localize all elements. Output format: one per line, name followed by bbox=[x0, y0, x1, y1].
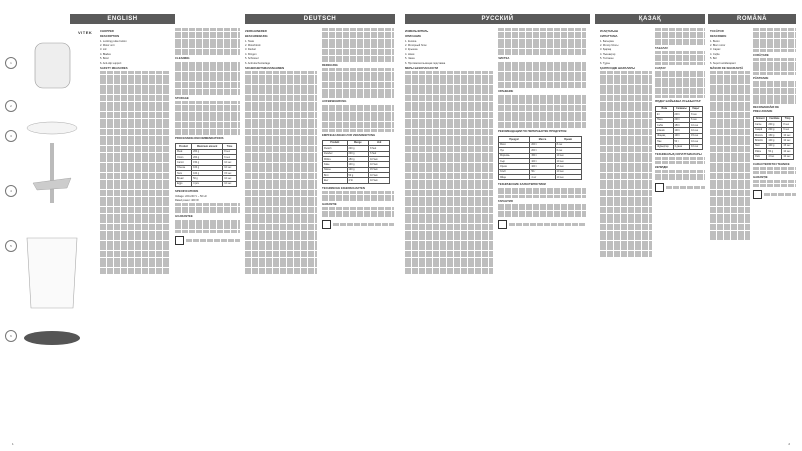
header-english: ENGLISH bbox=[70, 14, 175, 24]
column-english-2 bbox=[175, 28, 240, 428]
kazakh-item: 3. Қақпақ bbox=[600, 48, 611, 52]
figure-label-6: 6 bbox=[5, 330, 17, 342]
column-russian bbox=[405, 28, 493, 428]
english-table-title: PROCESSING RECOMMENDATIONS bbox=[175, 135, 224, 140]
english-spec-voltage: Voltage: 220-240 V ~ 50 Hz bbox=[175, 194, 207, 198]
romana-cleaning: CURĂȚARE bbox=[753, 52, 769, 57]
english-cleaning: CLEANING bbox=[175, 56, 190, 61]
disposal-icon bbox=[175, 236, 184, 245]
english-title: CHOPPER bbox=[100, 29, 114, 33]
brand-logo: VITEK bbox=[78, 30, 93, 35]
column-romana bbox=[710, 28, 750, 428]
russian-item: 2. Моторный блок bbox=[405, 43, 427, 47]
header-deutsch: DEUTSCH bbox=[245, 14, 395, 24]
english-item: 3. Lid bbox=[100, 48, 107, 52]
english-item: 5. Bowl bbox=[100, 57, 109, 61]
russian-table-title: РЕКОМЕНДАЦИИ ПО ПЕРЕРАБОТКЕ ПРОДУКТОВ bbox=[498, 129, 567, 134]
kazakh-item: 5. Тостаған bbox=[600, 57, 614, 61]
figure-label-3: 3 bbox=[5, 130, 17, 142]
english-description: DESCRIPTION bbox=[100, 34, 120, 39]
russian-item: 4. Ножи bbox=[405, 52, 415, 56]
page-number-left: 1 bbox=[12, 442, 14, 446]
russian-description: ОПИСАНИЕ bbox=[405, 34, 422, 39]
column-english bbox=[100, 28, 170, 428]
russian-item: 6. Противоскользящая подставка bbox=[405, 61, 446, 65]
kazakh-table-title: ӨҢДЕУ БОЙЫНША ҰСЫНЫСТАР bbox=[655, 98, 701, 103]
deutsch-item: 3. Deckel bbox=[245, 48, 256, 52]
english-item: 4. Blades bbox=[100, 52, 111, 56]
russian-cleaning: ЧИСТКА bbox=[498, 56, 510, 61]
romana-item: 4. Cuțite bbox=[710, 52, 720, 56]
column-russian-2 bbox=[498, 28, 586, 428]
deutsch-guarantee: GARANTIE bbox=[322, 202, 337, 207]
column-kazakh-2 bbox=[655, 28, 705, 428]
romana-table-title: RECOMANDĂRI DE PRELUCRARE bbox=[753, 105, 779, 113]
chopper-illustration bbox=[15, 38, 90, 368]
kazakh-item: 2. Мотор блогы bbox=[600, 43, 619, 47]
kazakh-guarantee: КЕПІЛДІК bbox=[655, 164, 668, 169]
kazakh-item: 4. Пышақтар bbox=[600, 52, 616, 56]
romana-guarantee: GARANȚIE bbox=[753, 174, 768, 179]
disposal-icon bbox=[322, 220, 331, 229]
deutsch-item: 4. Klingen bbox=[245, 52, 257, 56]
romana-item: 3. Capac bbox=[710, 48, 721, 52]
english-item: 2. Motor unit bbox=[100, 43, 115, 47]
russian-item: 1. Кнопка bbox=[405, 39, 417, 43]
deutsch-item: 1. Taste bbox=[245, 39, 255, 43]
kazakh-table: Өнім Салмағы Уақыт Ет 200 г 8 сек Пияз 200 г 6 сек Сәбіз 150 г 10 сек Ірімшік 100 г 10 сек Жаңғақ 100 г 15 сек Нан 50 г 10 сек Жұмыртқа 4 дана 10 сек bbox=[655, 106, 703, 150]
english-specifications: SPECIFICATIONS bbox=[175, 189, 199, 194]
column-kazakh bbox=[600, 28, 652, 428]
romana-item: 5. Bol bbox=[710, 57, 717, 61]
header-romana: ROMÂNĂ bbox=[708, 14, 796, 24]
kazakh-description: СИПАТТАМА bbox=[600, 34, 618, 39]
kazakh-item: 6. Тұрғы bbox=[600, 61, 611, 65]
page-number-right: 2 bbox=[788, 442, 790, 446]
deutsch-item: 2. Motorblock bbox=[245, 43, 261, 47]
romana-item: 6. Suport antiderapant bbox=[710, 61, 736, 65]
deutsch-title: ZERKLEINERER bbox=[245, 29, 267, 33]
russian-guarantee: ГАРАНТИЯ bbox=[498, 198, 513, 203]
russian-item: 5. Чаша bbox=[405, 57, 415, 61]
russian-title: ИЗМЕЛЬЧИТЕЛЬ bbox=[405, 29, 429, 33]
english-storage: STORAGE bbox=[175, 96, 189, 101]
kazakh-cleaning: ТАЗАЛАУ bbox=[655, 45, 668, 50]
deutsch-storage: AUFBEWAHRUNG bbox=[322, 99, 347, 104]
romana-table: Aliment Cantitate Timp Carne 200 g 8 sec Ceapă 200 g 6 sec Morcov 150 g 10 sec Brânză 100 g 10 sec Nuci 100 g 15 sec Pâine 50 g 10 sec Ouă 4 buc 10 sec bbox=[753, 116, 794, 160]
english-guarantee: GUARANTEE bbox=[175, 214, 193, 219]
kazakh-title: ҰСАҚТАҒЫШ bbox=[600, 29, 618, 33]
deutsch-item: 6. Antirutschunterlage bbox=[245, 61, 271, 65]
russian-storage: ХРАНЕНИЕ bbox=[498, 89, 514, 94]
romana-item: 2. Bloc motor bbox=[710, 43, 726, 47]
disposal-icon bbox=[655, 183, 664, 192]
romana-item: 1. Buton bbox=[710, 39, 720, 43]
figure-label-1: 1 bbox=[5, 57, 17, 69]
deutsch-table: Produkt Menge Zeit Fleisch 200 g 8 Sek Zwiebel 200 g 6 Sek Möhre 150 g 10 Sek Käse 100 g 10 Sek Nüsse 100 g 15 Sek Brot 50 g 10 Sek Eier 4 St 10 Sek bbox=[322, 140, 390, 184]
russian-safety: МЕРЫ БЕЗОПАСНОСТИ bbox=[405, 65, 439, 70]
english-table: Product Maximum amount Time Meat 200 g 8 sec Onion 200 g 6 sec Carrot 150 g 10 sec Cheese 100 g 10 sec Nuts 100 g 15 sec Bread 50 g 10 sec Eggs 4 pcs 10 sec bbox=[175, 143, 237, 187]
romana-storage: PĂSTRARE bbox=[753, 75, 769, 80]
kazakh-specifications: ТЕХНИКАЛЫҚ СИПАТТАМАЛАРЫ bbox=[655, 151, 702, 156]
kazakh-safety: ҚАУІПСІЗДІК ШАРАЛАРЫ bbox=[600, 65, 636, 70]
english-safety: SAFETY MEASURES bbox=[100, 65, 128, 70]
kazakh-storage: САҚТАУ bbox=[655, 65, 666, 70]
column-deutsch-2 bbox=[322, 28, 394, 428]
russian-specifications: ТЕХНИЧЕСКИЕ ХАРАКТЕРИСТИКИ bbox=[498, 182, 546, 187]
romana-specifications: CARACTERISTICI TEHNICE bbox=[753, 161, 790, 166]
russian-item: 3. Крышка bbox=[405, 48, 418, 52]
deutsch-safety: SICHERHEITSMASSNAHMEN bbox=[245, 65, 285, 70]
column-romana-2 bbox=[753, 28, 796, 428]
deutsch-cleaning: REINIGUNG bbox=[322, 62, 338, 67]
column-deutsch bbox=[245, 28, 317, 428]
figure-label-2: 2 bbox=[5, 100, 17, 112]
english-item: 1. Locking pulse button bbox=[100, 39, 127, 43]
romana-title: TOCĂTOR bbox=[710, 29, 724, 33]
romana-safety: MĂSURI DE SIGURANȚĂ bbox=[710, 65, 744, 70]
deutsch-specifications: TECHNISCHE EIGENSCHAFTEN bbox=[322, 185, 365, 190]
header-russian: РУССКИЙ bbox=[405, 14, 590, 24]
english-item: 6. Anti-slip support bbox=[100, 61, 122, 65]
romana-description: DESCRIERE bbox=[710, 34, 727, 39]
deutsch-table-title: EMPFEHLUNGEN ZUR VERARBEITUNG bbox=[322, 132, 376, 137]
english-spec-power: Rated power: 400 W bbox=[175, 199, 199, 203]
figure-label-5: 5 bbox=[5, 240, 17, 252]
deutsch-item: 5. Schüssel bbox=[245, 57, 259, 61]
kazakh-item: 1. Батырма bbox=[600, 39, 614, 43]
disposal-icon bbox=[498, 220, 507, 229]
deutsch-description: BESCHREIBUNG bbox=[245, 34, 268, 39]
disposal-icon bbox=[753, 190, 762, 199]
russian-table: Продукт Масса Время Мясо 200 г 8 сек Лук 200 г 6 сек Морковь 150 г 10 сек Сыр 100 г 10 сек Орехи 100 г 15 сек Хлеб 50 г 10 сек Яйца 4 шт 10 сек bbox=[498, 136, 582, 180]
header-kazakh: ҚАЗАҚ bbox=[595, 14, 705, 24]
figure-label-4: 4 bbox=[5, 185, 17, 197]
